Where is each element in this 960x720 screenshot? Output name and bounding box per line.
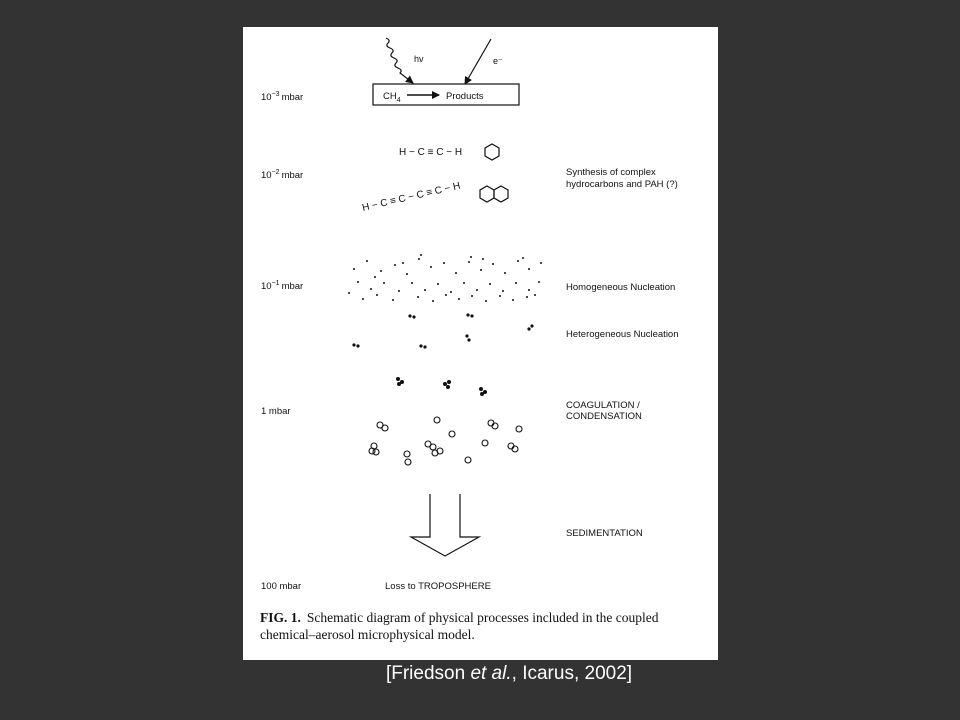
pressure-label-1: $10^{-3}$ mbar — [261, 91, 304, 103]
sedimentation-label: SEDIMENTATION — [566, 528, 643, 539]
photon-label: hv — [414, 54, 424, 64]
homogeneous-nucleation-particles — [348, 254, 542, 302]
coagulation-clusters — [396, 377, 487, 396]
diacetylene-formula: H − C ≡ C − C ≡ C − H — [361, 180, 462, 214]
product-label: Products — [446, 91, 484, 102]
figure-caption — [260, 609, 710, 643]
condensation-label-line2: CONDENSATION — [566, 411, 642, 422]
citation-etal: et al. — [470, 663, 512, 684]
pressure-label-4: 1 mbar — [261, 406, 291, 417]
benzene-ring — [485, 144, 499, 160]
caption-label: FIG. 1. — [260, 610, 301, 625]
synthesis-label-line1: Synthesis of complex — [566, 167, 656, 178]
naphthalene-ring — [480, 186, 508, 202]
citation-rest: , Icarus, 2002] — [511, 663, 633, 684]
process-diagram — [243, 27, 718, 660]
heterogeneous-nucleation-label: Heterogeneous Nucleation — [566, 329, 679, 340]
figure-panel — [243, 27, 718, 660]
citation-open: [Friedson — [385, 663, 471, 684]
reactant-label: $CH_4$ — [383, 91, 401, 104]
pressure-label-5: 100 mbar — [261, 581, 302, 592]
electron-label: e⁻ — [493, 56, 503, 66]
sedimentation-arrow — [411, 494, 479, 556]
loss-label: Loss to TROPOSPHERE — [385, 581, 491, 592]
pressure-label-3: $10^{-1}$ mbar — [261, 280, 304, 292]
synthesis-label-line2: hydrocarbons and PAH (?) — [566, 179, 678, 190]
electron-arrow — [465, 39, 491, 84]
condensation-droplets — [369, 417, 522, 465]
citation — [0, 663, 960, 685]
caption-text: Schematic diagram of physical processes included in the coupled chemical–aerosol microphysical model. — [260, 610, 659, 642]
photon-arrow — [386, 38, 413, 83]
acetylene-formula: H − C ≡ C − H — [399, 147, 463, 158]
heterogeneous-nucleation-particles — [352, 313, 533, 348]
homogeneous-nucleation-label: Homogeneous Nucleation — [566, 282, 676, 293]
coagulation-label-line1: COAGULATION / — [566, 400, 640, 411]
pressure-label-2: $10^{-2}$ mbar — [261, 169, 304, 181]
